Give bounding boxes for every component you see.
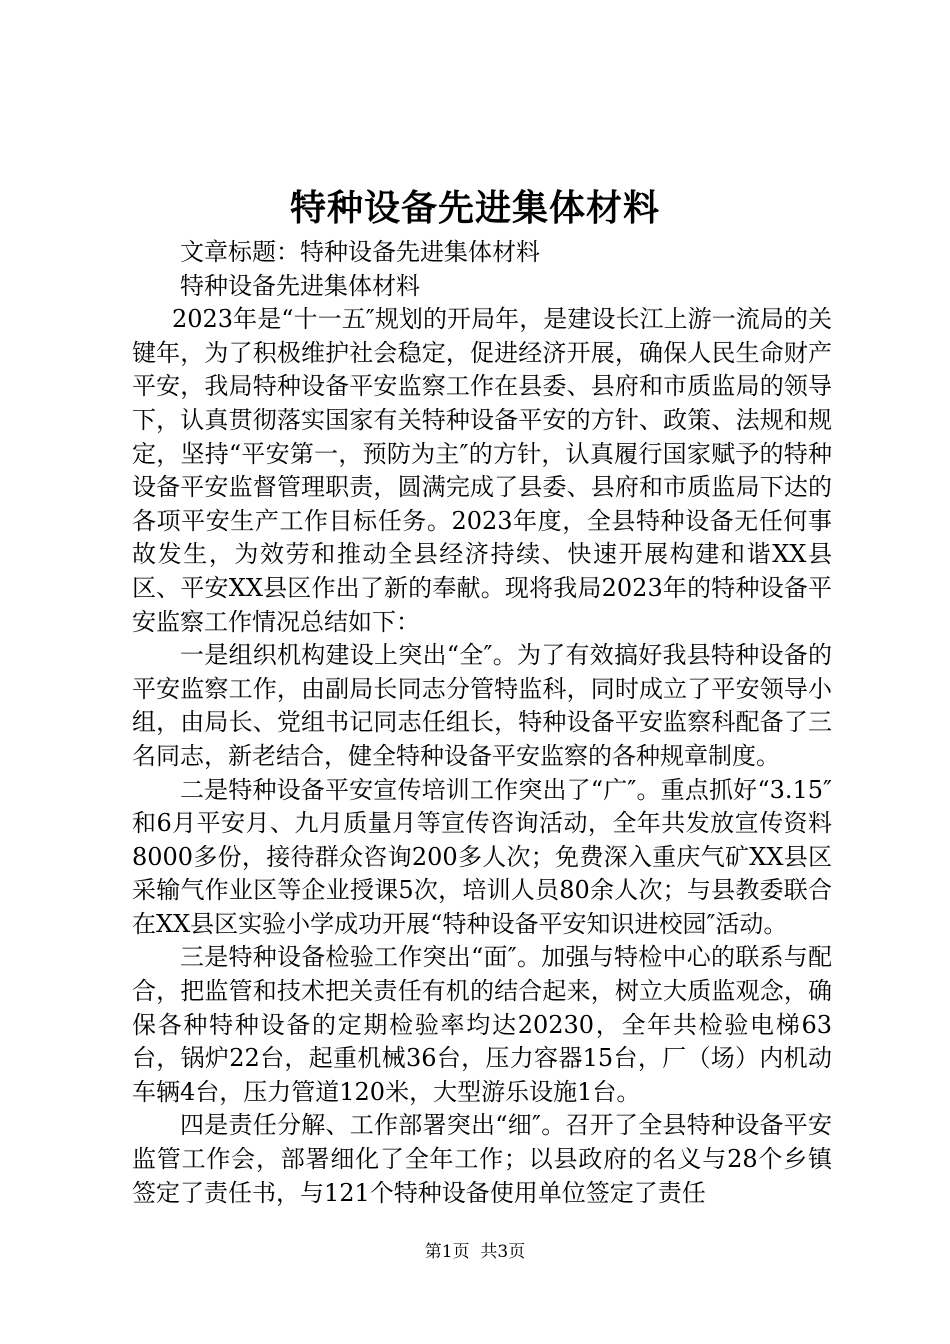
page-number: 第1页 (424, 1242, 470, 1262)
article-title-line: 文章标题：特种设备先进集体材料 (180, 238, 540, 266)
page-total: 共3页 (480, 1242, 526, 1262)
document-title: 特种设备先进集体材料 (289, 187, 660, 229)
page-footer (0, 1240, 950, 1264)
document-body (132, 236, 832, 1210)
paragraph-point-1: 一是组织机构建设上突出“全″。为了有效搞好我县特种设备的平安监察工作，由副局长同志分管特监科，同时成立了平安领导小组，由局长、党组书记同志任组长，特种设备平安监察科配备了三名同志，新老结合，健全特种设备平安监察的各种规章制度。 (132, 641, 832, 770)
paragraph-point-3: 三是特种设备检验工作突出“面″。加强与特检中心的联系与配合，把监管和技术把关责任有机的结合起来，树立大质监观念，确保各种特种设备的定期检验率均达20230，全年共检验电梯63台，锅炉22台，起重机械36台，压力容器15台，厂（场）内机动车辆4台，压力管道120米，大型游乐设施1台。 (132, 943, 832, 1106)
subtitle-line: 特种设备先进集体材料 (180, 271, 420, 300)
paragraph-point-4: 四是责任分解、工作部署突出“细″。召开了全县特种设备平安监管工作会，部署细化了全年工作；以县政府的名义与28个乡镇签定了责任书，与121个特种设备使用单位签定了责任 (132, 1111, 832, 1207)
paragraph-point-2: 二是特种设备平安宣传培训工作突出了“广″。重点抓好“3.15″和6月平安月、九月质量月等宣传咨询活动，全年共发放宣传资料8000多份，接待群众咨询200多人次；免费深入重庆气矿XX县区采输气作业区等企业授课5次，培训人员80余人次；与县教委联合在XX县区实验小学成功开展“特种设备平安知识进校园″活动。 (132, 775, 832, 938)
paragraph-intro: 2023年是“十一五″规划的开局年，是建设长江上游一流局的关键年，为了积极维护社会稳定，促进经济开展，确保人民生命财产平安，我局特种设备平安监察工作在县委、县府和市质监局的领导下，认真贯彻落实国家有关特种设备平安的方针、政策、法规和规定，坚持“平安第一，预防为主″的方针，认真履行国家赋予的特种设备平安监督管理职责，圆满完成了县委、县府和市质监局下达的各项平安生产工作目标任务。2023年度，全县特种设备无任何事故发生，为效劳和推动全县经济持续、快速开展构建和谐XX县区、平安XX县区作出了新的奉献。现将我局2023年的特种设备平安监察工作情况总结如下： (132, 305, 832, 636)
footer-spacer (470, 1242, 481, 1262)
